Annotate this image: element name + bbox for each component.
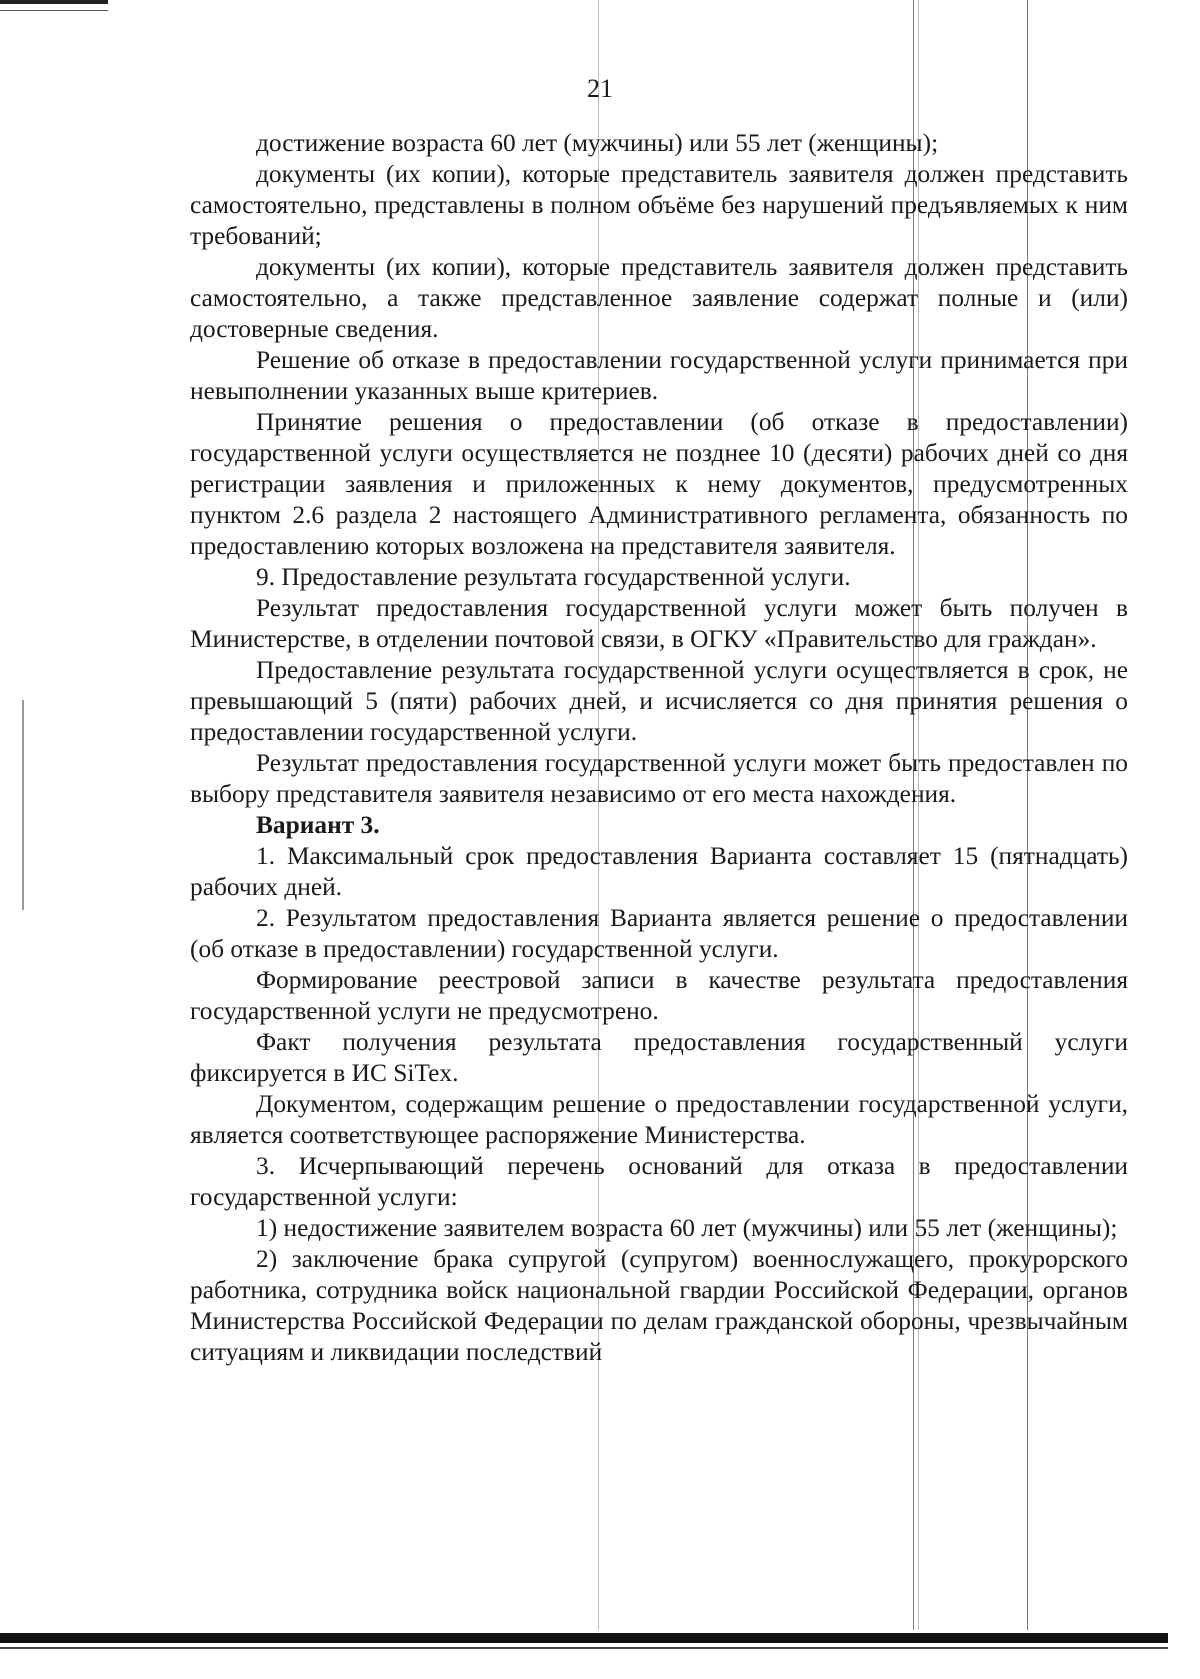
paragraph: 1. Максимальный срок предоставления Варианта составляет 15 (пятнадцать) рабочих дней. (190, 842, 1128, 901)
section-heading: Вариант 3. (256, 811, 380, 839)
scan-margin-mark (22, 700, 24, 910)
paragraph: 3. Исчерпывающий перечень оснований для отказа в предоставлении государственной услуги: (190, 1152, 1128, 1211)
paragraph: 2. Результатом предоставления Варианта является решение о предоставлении (об отказе в предоставлении) государственной услуги. (190, 904, 1128, 963)
paragraph: Решение об отказе в предоставлении государственной услуги принимается при невыполнении указанных выше критериев. (190, 346, 1128, 405)
paragraph: Предоставление результата государственной услуги осуществляется в срок, не превышающий 5 (пяти) рабочих дней, и исчисляется со дня принятия решения о предоставлении государственной услуги. (190, 656, 1128, 746)
paragraph: 9. Предоставление результата государственной услуги. (256, 563, 851, 591)
paragraph: 2) заключение брака супругой (супругом) военнослужащего, прокурорского работника, сотрудника войск национальной гвардии Российской Федерации, органов Министерства Российской Федерации по делам гражданской обороны, чрезвычайным ситуациям и ликвидации последствий (190, 1245, 1128, 1366)
scan-edge-line (0, 10, 108, 11)
paragraph: Формирование реестровой записи в качестве результата предоставления государственной услуги не предусмотрено. (190, 966, 1128, 1025)
scan-edge-line (0, 0, 108, 4)
paragraph: Факт получения результата предоставления государственный услуги фиксируется в ИС SiTex. (190, 1028, 1128, 1087)
paragraph: документы (их копии), которые представитель заявителя должен представить самостоятельно, представлены в полном объёме без нарушений предъявляемых к ним требований; (190, 160, 1128, 250)
scan-bottom-edge (0, 1647, 1168, 1649)
paragraph: Принятие решения о предоставлении (об отказе в предоставлении) государственной услуги осуществляется не позднее 10 (десяти) рабочих дней со дня регистрации заявления и приложенных к нему документов, предусмотренных пунктом 2.6 раздела 2 настоящего Административного регламента, обязанность по предоставлению которых возложена на представителя заявителя. (190, 408, 1128, 560)
scan-bottom-edge (0, 1633, 1168, 1643)
paragraph: Результат предоставления государственной услуги может быть предоставлен по выбору представителя заявителя независимо от его места нахождения. (190, 749, 1128, 808)
document-body (190, 128, 1128, 1368)
paragraph: Документом, содержащим решение о предоставлении государственной услуги, является соответствующее распоряжение Министерства. (190, 1090, 1128, 1149)
paragraph: достижение возраста 60 лет (мужчины) или 55 лет (женщины); (256, 129, 939, 157)
paragraph: 1) недостижение заявителем возраста 60 лет (мужчины) или 55 лет (женщины); (256, 1214, 1118, 1242)
paragraph: документы (их копии), которые представитель заявителя должен представить самостоятельно, а также представленное заявление содержат полные и (или) достоверные сведения. (190, 253, 1128, 343)
page-number: 21 (587, 74, 613, 103)
paragraph: Результат предоставления государственной услуги может быть получен в Министерстве, в отделении почтовой связи, в ОГКУ «Правительство для граждан». (190, 594, 1128, 653)
